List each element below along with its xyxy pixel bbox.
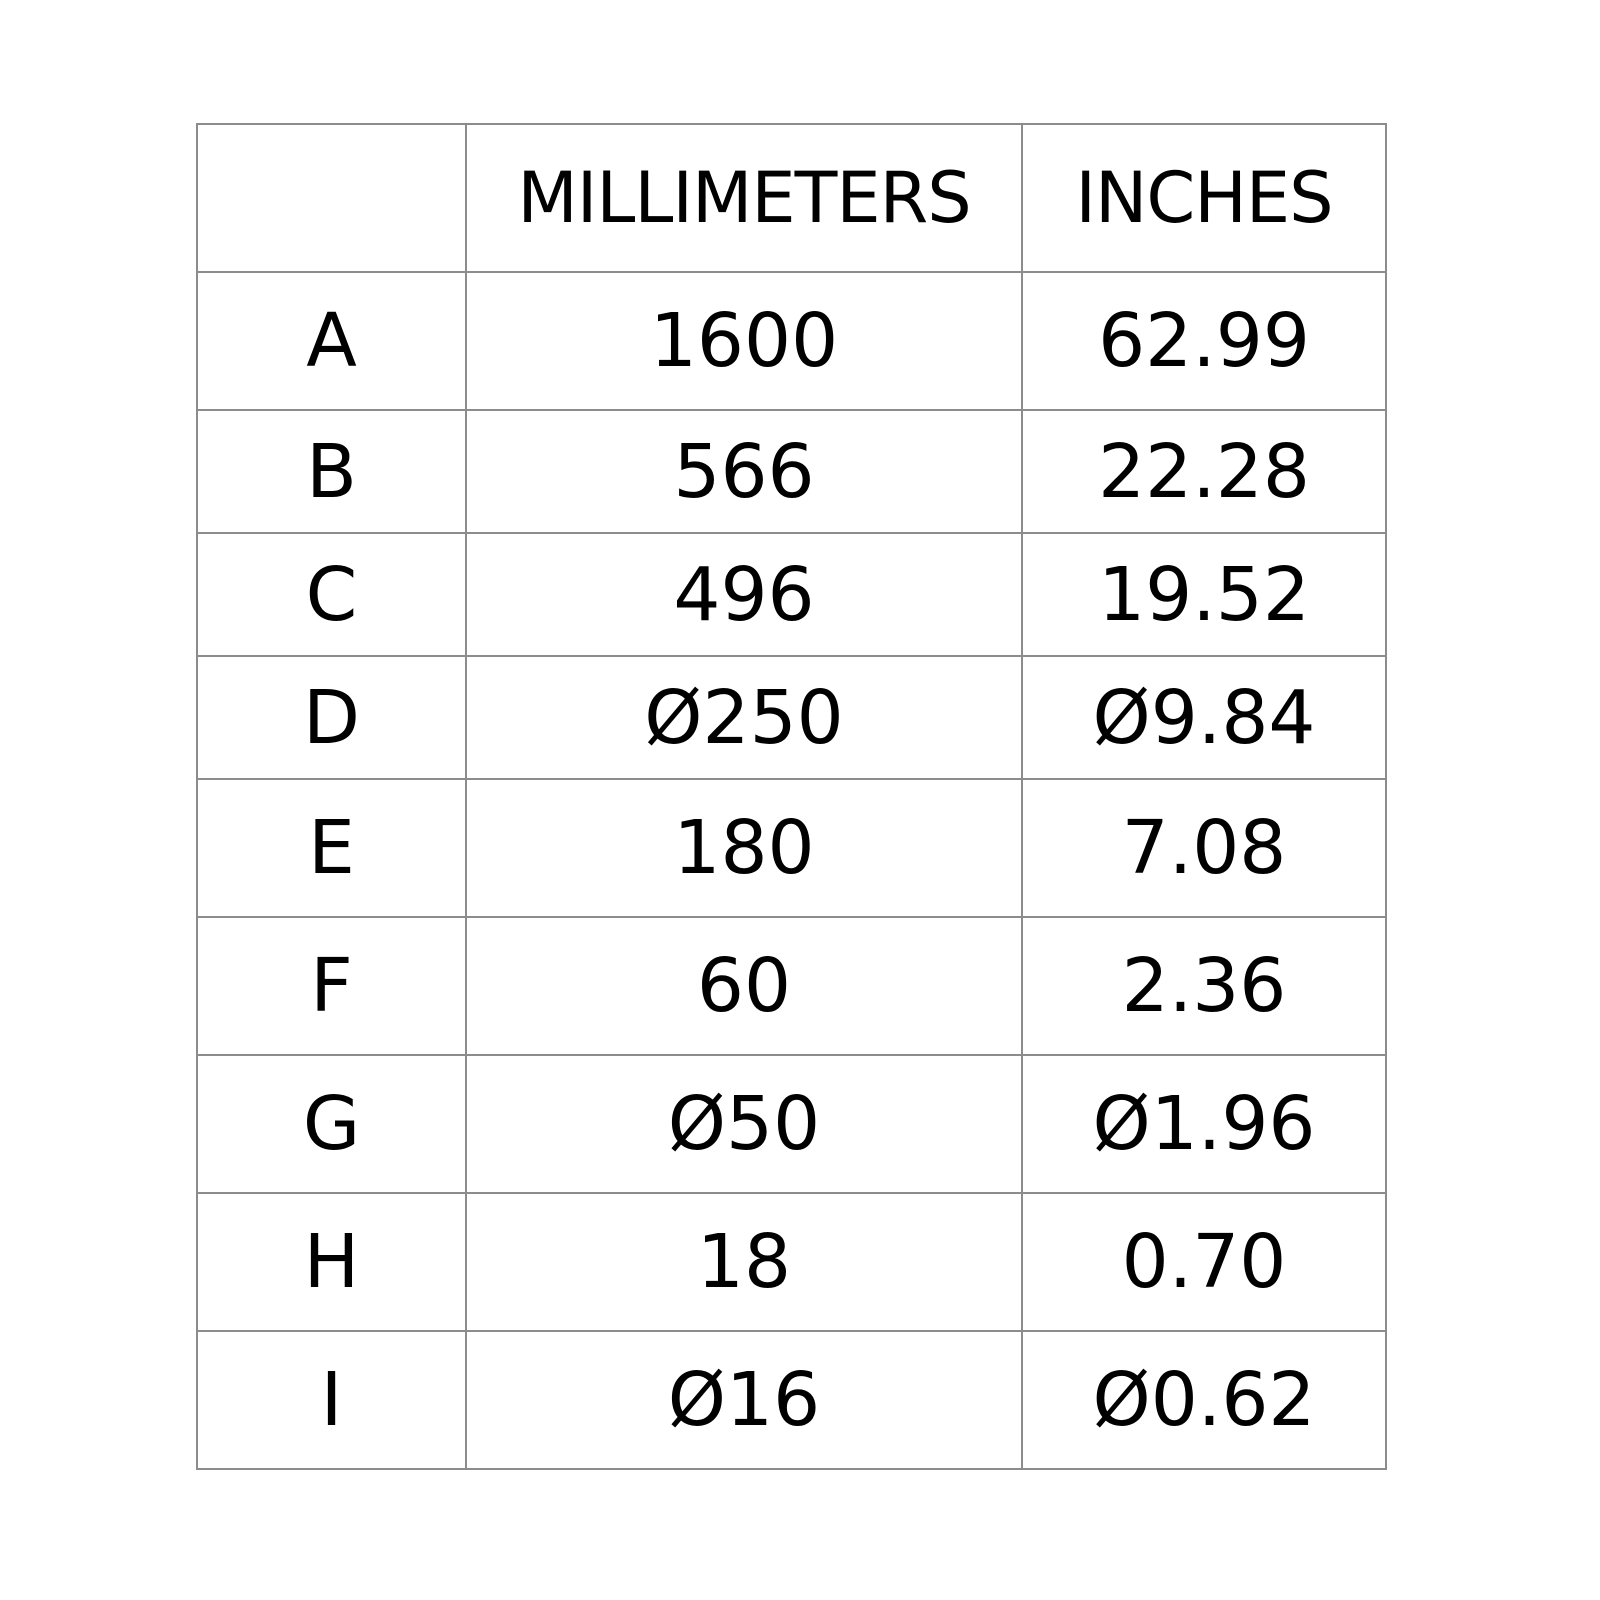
millimeters-value: 566: [466, 410, 1022, 533]
inches-value: 22.28: [1022, 410, 1386, 533]
row-label: I: [197, 1331, 466, 1469]
millimeters-value: 496: [466, 533, 1022, 656]
inches-value: 0.70: [1022, 1193, 1386, 1331]
header-cell-inches: INCHES: [1022, 124, 1386, 272]
table-row: [197, 272, 1386, 410]
inches-value: 7.08: [1022, 779, 1386, 917]
millimeters-value: Ø16: [466, 1331, 1022, 1469]
row-label: E: [197, 779, 466, 917]
inches-value: Ø1.96: [1022, 1055, 1386, 1193]
table-row: [197, 410, 1386, 533]
row-label: D: [197, 656, 466, 779]
row-label: C: [197, 533, 466, 656]
table-row: [197, 779, 1386, 917]
millimeters-value: 60: [466, 917, 1022, 1055]
row-label: F: [197, 917, 466, 1055]
millimeters-value: 18: [466, 1193, 1022, 1331]
row-label: A: [197, 272, 466, 410]
row-label: B: [197, 410, 466, 533]
millimeters-value: Ø250: [466, 656, 1022, 779]
header-cell-blank: [197, 124, 466, 272]
inches-value: Ø9.84: [1022, 656, 1386, 779]
table-row: [197, 533, 1386, 656]
row-label: G: [197, 1055, 466, 1193]
millimeters-value: 180: [466, 779, 1022, 917]
table-row: [197, 917, 1386, 1055]
inches-value: Ø0.62: [1022, 1331, 1386, 1469]
millimeters-value: 1600: [466, 272, 1022, 410]
table-row: [197, 1331, 1386, 1469]
row-label: H: [197, 1193, 466, 1331]
inches-value: 62.99: [1022, 272, 1386, 410]
dimensions-table: [196, 123, 1387, 1470]
header-row: [197, 124, 1386, 272]
table-row: [197, 656, 1386, 779]
millimeters-value: Ø50: [466, 1055, 1022, 1193]
table-row: [197, 1193, 1386, 1331]
header-cell-millimeters: MILLIMETERS: [466, 124, 1022, 272]
inches-value: 19.52: [1022, 533, 1386, 656]
table-row: [197, 1055, 1386, 1193]
inches-value: 2.36: [1022, 917, 1386, 1055]
